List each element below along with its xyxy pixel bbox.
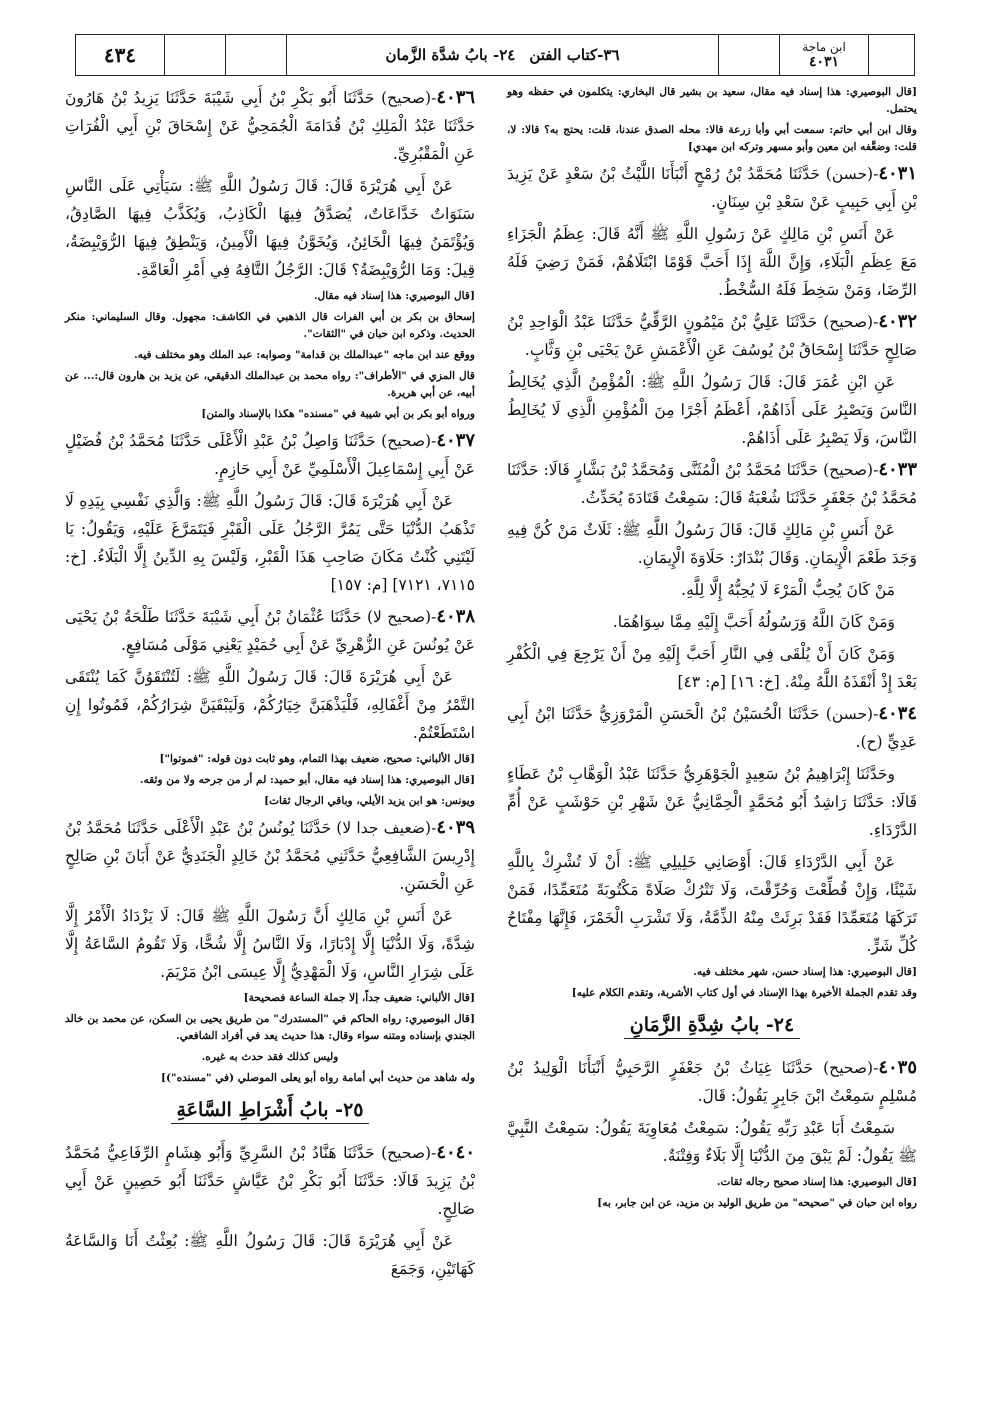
hadith-matn: مَنْ كَانَ يُحِبُّ الْمَرْءَ لَا يُحِبُّهُ إِلَّا لِلَّهِ. <box>681 581 895 599</box>
hadith-number: ٤٠٣٨ <box>436 606 475 627</box>
hadith-matn: وَمَنْ كَانَ اللَّهُ وَرَسُولُهُ أَحَبَّ إِلَيْهِ مِمَّا سِوَاهُمَا. <box>612 613 895 631</box>
footnote: [قال البوصيري: هذا إسناد فيه مقال، أبو حميد: لم أر من جرحه ولا من وثقه. <box>139 774 475 786</box>
hadith-isnad: ٤٠٤٠-(صحيح) حَدَّثَنَا هَنَّادُ بْنُ السَّرِيِّ وَأَبُو هِشَامٍ الرِّفَاعِيُّ مُحَمَّدُ بْنُ يَزِيدَ قَالَا: حَدَّثَنَا أَبُو بَكْرِ بْنُ عَيَّاشٍ حَدَّثَنَا أَبُو حَصِينٍ عَنْ أَبِي صَالِحٍ. <box>65 1142 475 1218</box>
footnote: [قال البوصيري: هذا إسناد صحيح رجاله ثقات. <box>716 1176 917 1188</box>
chapter-heading: ٢٤- بابُ شِدَّةِ الزَّمَانِ <box>507 1014 917 1036</box>
hadith-matn: سَمِعْتُ أَبَا عَبْدِ رَبِّهِ يَقُولُ: سَمِعْتُ مُعَاوِيَةَ يَقُولُ: سَمِعْتُ النَّبِيَّ ﷺ يَقُولُ: لَمْ يَبْقَ مِنَ الدُّنْيَا إِلَّا بَلَاءٌ وَفِتْنَةٌ. <box>507 1119 917 1165</box>
footnote: [قال البوصيري: هذا إسناد فيه مقال. <box>313 290 475 302</box>
hadith-matn: عَنْ أَنَسِ بْنِ مَالِكٍ قَالَ: قَالَ رَسُولُ اللَّهِ ﷺ: ثَلَاثٌ مَنْ كُنَّ فِيهِ وَجَدَ طَعْمَ الْإِيمَانِ. وَقَالَ بُنْدَارٌ: حَلَاوَةَ الْإِيمَانِ. <box>507 521 917 567</box>
running-title <box>286 35 718 75</box>
footnote: [قال البوصيري: هذا إسناد حسن، شهر مختلف فيه. <box>693 966 917 978</box>
chapter-heading: ٢٥- بابُ أَشْرَاطِ السَّاعَةِ <box>65 1099 475 1121</box>
hadith-isnad: ٤٠٣٢-(صحيح) حَدَّثَنَا عَلِيُّ بْنُ مَيْمُونٍ الرَّقِّيُّ حَدَّثَنَا عَبْدُ الْوَاحِدِ بْنُ صَالِحٍ حَدَّثَنَا إِسْحَاقُ بْنُ يُوسُفَ عَنِ الْأَعْمَشِ عَنْ يَحْيَى بْنِ وَثَّابٍ. <box>507 311 917 359</box>
hadith-number: ٤٠٣٩ <box>436 817 475 838</box>
footnote: وله شاهد من حديث أبي أمامة رواه أبو يعلى الموصلي (في "مسنده")] <box>161 1072 475 1084</box>
hadith-number: ٤٠٤٠ <box>436 1142 475 1163</box>
hadith-isnad: ٤٠٣٤-(حسن) حَدَّثَنَا الْحُسَيْنُ بْنُ الْحَسَنِ الْمَرْوَزِيُّ حَدَّثَنَا ابْنُ أَبِي عَدِيٍّ (ح). <box>507 703 917 751</box>
left-column <box>65 84 475 1287</box>
footnote: [قال البوصيري: هذا إسناد فيه مقال، سعيد بن بشير قال البخاري: يتكلمون في حفظه وهو يحتمل. <box>507 86 917 115</box>
hadith-isnad: ٤٠٣٦-(صحيح) حَدَّثَنَا أَبُو بَكْرِ بْنُ أَبِي شَيْبَةَ حَدَّثَنَا يَزِيدُ بْنُ هَارُونَ حَدَّثَنَا عَبْدُ الْمَلِكِ بْنُ قُدَامَةَ الْجُمَحِيُّ عَنْ إِسْحَاقَ بْنِ أَبِي الْفُرَاتِ عَنِ الْمَقْبُرِيِّ. <box>65 87 475 163</box>
hadith-isnad: ٤٠٣٩-(ضعيف جدا لا) حَدَّثَنَا يُونُسُ بْنُ عَبْدِ الْأَعْلَى حَدَّثَنَا مُحَمَّدُ بْنُ إِدْرِيسَ الشَّافِعِيُّ حَدَّثَنِي مُحَمَّدُ بْنُ خَالِدٍ الْجَنَدِيُّ عَنْ أَبَانَ بْنِ صَالِحٍ عَنِ الْحَسَنِ. <box>65 817 475 893</box>
hadith-matn: عَنْ أَبِي هُرَيْرَةَ قَالَ: قَالَ رَسُولُ اللَّهِ ﷺ: لَتُنْتَقَوُنَّ كَمَا يُنْتَقَى التَّمْرُ مِنْ أَغْفَالِهِ، فَلْيَذْهَبَنَّ خِيَارُكُمْ، وَلَيَبْقَيَنَّ شِرَارُكُمْ، فَمُوتُوا إِنِ اسْتَطَعْتُمْ. <box>65 668 475 742</box>
header-blank-cell <box>868 35 914 75</box>
footnote: وقال ابن أبي حاتم: سمعت أبي وأبا زرعة قالا: محله الصدق عندنا، قلت: يحتج به؟ قالا: لا، قلت: وضعَّفه ابن معين وأبو مسهر وتركه ابن مهدي] <box>507 124 917 153</box>
footnote: ورواه أبو بكر بن أبي شيبة في "مسنده" هكذا بالإسناد والمتن] <box>201 408 475 420</box>
book-title: ٣٦-كتاب الفتن <box>529 46 620 64</box>
hadith-matn: عَنْ أَبِي هُرَيْرَةَ قَالَ: قَالَ رَسُولُ اللَّهِ ﷺ: سَيَأْتِي عَلَى النَّاسِ سَنَوَاتٌ خَدَّاعَاتٌ، يُصَدَّقُ فِيهَا الْكَاذِبُ، وَيُكَذَّبُ فِيهَا الصَّادِقُ، وَيُؤْتَمَنُ فِيهَا الْخَائِنُ، وَيُخَوَّنُ فِيهَا الْأَمِينُ، وَيَنْطِقُ فِيهَا الرُّوَيْبِضَةُ، قِيلَ: وَمَا الرُّوَيْبِضَةُ؟ قَالَ: الرَّجُلُ التَّافِهُ فِي أَمْرِ الْعَامَّةِ. <box>65 177 475 279</box>
hadith-number: ٤٠٣٧ <box>436 430 475 451</box>
hadith-number: ٤٠٣٦ <box>436 87 475 108</box>
hadith-range: ٤٠٣١ <box>808 54 840 70</box>
source-name: ابن ماجة <box>802 40 846 54</box>
hadith-matn: عَنْ أَنَسِ بْنِ مَالِكٍ عَنْ رَسُولِ اللَّهِ ﷺ أَنَّهُ قَالَ: عِظَمُ الْجَزَاءِ مَعَ عِظَمِ الْبَلَاءِ، وَإِنَّ اللَّهَ إِذَا أَحَبَّ قَوْمًا ابْتَلَاهُمْ، فَمَنْ رَضِيَ فَلَهُ الرِّضَا، وَمَنْ سَخِطَ فَلَهُ السُّخْطُ. <box>507 225 917 299</box>
source-reference <box>779 35 868 75</box>
header-blank-cell <box>718 35 779 75</box>
hadith-matn: وَمَنْ كَانَ أَنْ يُلْقَى فِي النَّارِ أَحَبَّ إِلَيْهِ مِنْ أَنْ يَرْجِعَ فِي الْكُفْرِ بَعْدَ إِذْ أَنْقَذَهُ اللَّهُ مِنْهُ. [خ: ١٦] [م: ٤٣] <box>507 645 917 691</box>
footnote: وقد تقدم الجملة الأخيرة بهذا الإسناد في أول كتاب الأشربة، وتقدم الكلام عليه] <box>571 987 917 999</box>
footnote: وليس كذلك فقد حدث به غيره. <box>201 1051 339 1063</box>
hadith-isnad: ٤٠٣٣-(صحيح) حَدَّثَنَا مُحَمَّدُ بْنُ الْمُثَنَّى وَمُحَمَّدُ بْنُ بَشَّارٍ قَالَا: حَدَّثَنَا مُحَمَّدُ بْنُ جَعْفَرٍ حَدَّثَنَا شُعْبَةُ قَالَ: سَمِعْتُ قَتَادَةَ يُحَدِّثُ. <box>507 459 917 507</box>
footnote: [قال الألباني: صحيح، ضعيف بهذا التمام، وهو ثابت دون قوله: "فموتوا"] <box>159 753 475 765</box>
footnote: رواه ابن حبان في "صحيحه" من طريق الوليد بن مزيد، عن ابن جابر، به] <box>597 1197 917 1209</box>
hadith-number: ٤٠٣١ <box>878 163 917 184</box>
hadith-matn: عَنْ أَنَسِ بْنِ مَالِكٍ أَنَّ رَسُولَ اللَّهِ ﷺ قَالَ: لَا يَزْدَادُ الْأَمْرُ إِلَّا شِدَّةً، وَلَا الدُّنْيَا إِلَّا إِدْبَارًا، وَلَا النَّاسُ إِلَّا شُحًّا، وَلَا تَقُومُ السَّاعَةُ إِلَّا عَلَى شِرَارِ النَّاسِ، وَلَا الْمَهْدِيُّ إِلَّا عِيسَى ابْنُ مَرْيَمَ. <box>65 907 475 981</box>
chapter-title: ٢٤- بابُ شدَّة الزَّمان <box>385 46 516 64</box>
footnote: ووقع عند ابن ماجه "عبدالملك بن قدامة" وصوابه: عبد الملك وهو مختلف فيه. <box>133 349 475 361</box>
hadith-isnad: ٤٠٣٨-(صحيح لا) حَدَّثَنَا عُثْمَانُ بْنُ أَبِي شَيْبَةَ حَدَّثَنَا طَلْحَةُ بْنُ يَحْيَى عَنْ يُونُسَ عَنِ الزُّهْرِيِّ عَنْ أَبِي حُمَيْدٍ يَعْنِي مَوْلَى مُسَافِعٍ. <box>65 606 475 654</box>
hadith-matn: عَنْ أَبِي الدَّرْدَاءِ قَالَ: أَوْصَانِي خَلِيلِي ﷺ: أَنْ لَا تُشْرِكْ بِاللَّهِ شَيْئًا، وَإِنْ قُطِّعْتَ وَحُرِّقْتَ، وَلَا تَتْرُكْ صَلَاةً مَكْتُوبَةً مُتَعَمِّدًا، فَمَنْ تَرَكَهَا مُتَعَمِّدًا فَقَدْ بَرِئَتْ مِنْهُ الذِّمَّةُ، وَلَا تَشْرَبِ الْخَمْرَ، فَإِنَّهَا مِفْتَاحُ كُلِّ شَرٍّ. <box>507 853 917 955</box>
hadith-matn: عَنْ أَبِي هُرَيْرَةَ قَالَ: قَالَ رَسُولُ اللَّهِ ﷺ: بُعِثْتُ أَنَا وَالسَّاعَةُ كَهَاتَيْنِ، وَجَمَعَ <box>65 1232 475 1278</box>
header-blank-cell <box>164 35 225 75</box>
hadith-isnad: وحَدَّثَنَا إِبْرَاهِيمُ بْنُ سَعِيدٍ الْجَوْهَرِيُّ حَدَّثَنَا عَبْدُ الْوَهَّابِ بْنُ عَطَاءٍ قَالَا: حَدَّثَنَا رَاشِدٌ أَبُو مُحَمَّدٍ الْحِمَّانِيُّ عَنْ شَهْرِ بْنِ حَوْشَبٍ عَنْ أُمِّ الدَّرْدَاءِ. <box>507 765 917 839</box>
hadith-matn: عَنِ ابْنِ عُمَرَ قَالَ: قَالَ رَسُولُ اللَّهِ ﷺ: الْمُؤْمِنُ الَّذِي يُخَالِطُ النَّاسَ وَيَصْبِرُ عَلَى أَذَاهُمْ، أَعْظَمُ أَجْرًا مِنَ الْمُؤْمِنِ الَّذِي لَا يُخَالِطُ النَّاسَ، وَلَا يَصْبِرُ عَلَى أَذَاهُمْ. <box>507 373 917 447</box>
hadith-matn: عَنْ أَبِي هُرَيْرَةَ قَالَ: قَالَ رَسُولُ اللَّهِ ﷺ: وَالَّذِي نَفْسِي بِيَدِهِ لَا تَذْهَبُ الدُّنْيَا حَتَّى يَمُرَّ الرَّجُلُ عَلَى الْقَبْرِ فَيَتَمَرَّغَ عَلَيْهِ، وَيَقُولُ: يَا لَيْتَنِي كُنْتُ مَكَانَ صَاحِبِ هَذَا الْقَبْرِ، وَلَيْسَ بِهِ الدِّينُ إِلَّا الْبَلَاءُ. [خ: ٧١١٥، ٧١٢١] [م: ١٥٧] <box>65 492 475 594</box>
hadith-isnad: ٤٠٣٥-(صحيح) حَدَّثَنَا غِيَاثُ بْنُ جَعْفَرٍ الرَّحَبِيُّ أَنْبَأَنَا الْوَلِيدُ بْنُ مُسْلِمٍ سَمِعْتُ ابْنَ جَابِرٍ يَقُولُ: قَالَ. <box>507 1057 917 1105</box>
footnote: [قال البوصيري: رواه الحاكم في "المستدرك" من طريق يحيى بن السكن، عن محمد بن خالد الجندي بإسناده ومتنه سواء وقال: هذا حديث يعد في أفراد الشافعي. <box>65 1013 475 1042</box>
footnote: ويونس: هو ابن يزيد الأيلي، وباقي الرجال ثقات] <box>264 795 475 807</box>
page-number: ٤٣٤ <box>103 43 137 67</box>
hadith-number: ٤٠٣٤ <box>878 703 917 724</box>
footnote: قال المزي في "الأطراف": رواه محمد بن عبدالملك الدقيقي، عن يزيد بن هارون قال:... عن أبيه، عن أبي هريرة. <box>65 370 475 399</box>
hadith-isnad: ٤٠٣٧-(صحيح) حَدَّثَنَا وَاصِلُ بْنُ عَبْدِ الْأَعْلَى حَدَّثَنَا مُحَمَّدُ بْنُ فُضَيْلٍ عَنْ أَبِي إِسْمَاعِيلَ الْأَسْلَمِيِّ عَنْ أَبِي حَازِمٍ. <box>65 430 475 478</box>
hadith-number: ٤٠٣٢ <box>878 311 917 332</box>
hadith-isnad: ٤٠٣١-(حسن) حَدَّثَنَا مُحَمَّدُ بْنُ رُمْحٍ أَنْبَأَنَا اللَّيْثُ بْنُ سَعْدٍ عَنْ يَزِيدَ بْنِ أَبِي حَبِيبٍ عَنْ سَعْدِ بْنِ سِنَانٍ. <box>507 163 917 211</box>
hadith-number: ٤٠٣٥ <box>878 1057 917 1078</box>
right-column <box>507 84 917 1216</box>
header-blank-cell <box>225 35 286 75</box>
page-header <box>75 34 915 76</box>
footnote: [قال الألباني: ضعيف جداً، إلا جملة الساعة فصحيحة] <box>243 992 475 1004</box>
hadith-number: ٤٠٣٣ <box>878 459 917 480</box>
footnote: إسحاق بن بكر بن أبي الفرات قال الذهبي في الكاشف: مجهول. وقال السليماني: منكر الحديث. وذكره ابن حبان في "الثقات". <box>65 311 475 340</box>
